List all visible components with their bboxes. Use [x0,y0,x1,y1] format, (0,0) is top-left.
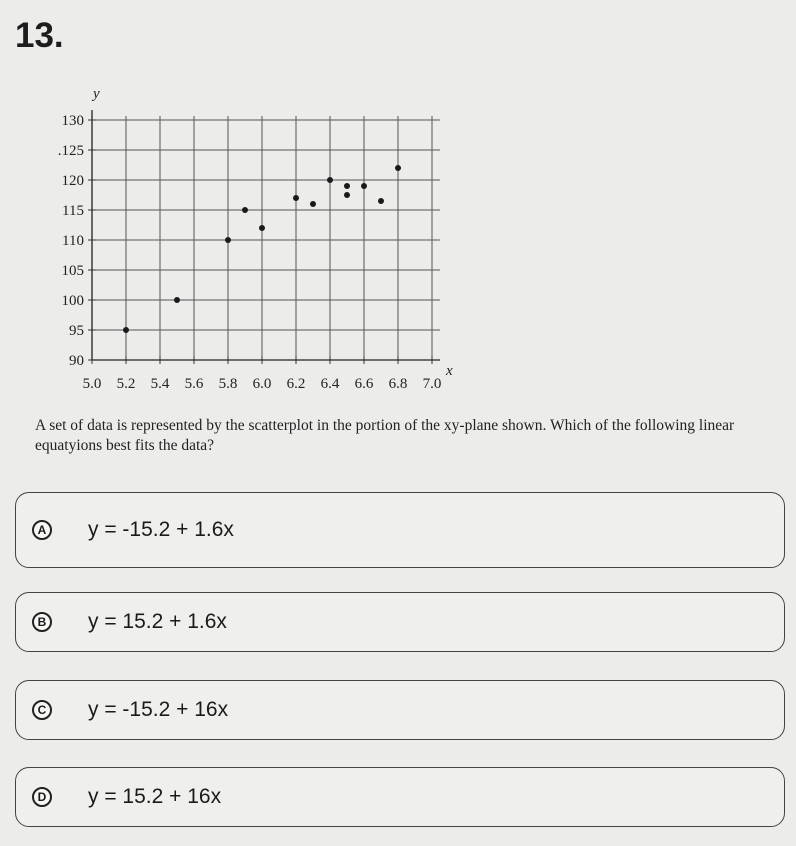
x-axis-label: x [446,363,453,379]
x-tick-label: 5.0 [82,376,102,392]
x-tick-label: 6.0 [252,376,272,392]
choice-a-equation: y = -15.2 + 1.6x [88,518,234,541]
choice-d-letter-icon: D [32,787,52,807]
data-point [225,237,231,243]
choice-c[interactable] [15,680,785,740]
axes [88,110,440,364]
y-tick-label: 120 [61,173,84,189]
x-tick-label: 6.2 [286,376,306,392]
y-axis-label: y [93,86,100,102]
data-point [174,297,180,303]
y-tick-label: .125 [57,143,84,159]
data-point [293,195,299,201]
tick-labels [58,113,442,392]
data-point [123,327,129,333]
data-point [259,225,265,231]
y-tick-label: 90 [69,353,84,369]
y-tick-label: 95 [69,323,84,339]
data-point [242,207,248,213]
data-point [395,165,401,171]
x-tick-label: 5.8 [218,376,238,392]
question-number: 13. [15,16,64,55]
scatterplot [0,0,796,410]
data-point [344,192,350,198]
grid [92,116,440,360]
choice-c-letter-icon: C [32,700,52,720]
x-tick-label: 5.6 [184,376,204,392]
y-tick-label: 105 [61,263,84,279]
data-point [378,198,384,204]
y-tick-label: 110 [62,233,84,249]
y-tick-label: 100 [61,293,84,309]
x-tick-label: 6.8 [388,376,408,392]
x-tick-label: 6.6 [354,376,374,392]
x-tick-label: 5.4 [150,376,170,392]
x-tick-label: 6.4 [320,376,340,392]
choice-b-equation: y = 15.2 + 1.6x [88,610,227,633]
x-tick-label: 7.0 [422,376,442,392]
question-text: A set of data is represented by the scatterplot in the portion of the xy-plane shown. Which of the following linear equatyions best fits the data? [35,417,735,454]
choice-b-letter-icon: B [32,612,52,632]
choice-d[interactable] [15,767,785,827]
x-tick-label: 5.2 [116,376,136,392]
choice-b[interactable] [15,592,785,652]
y-tick-label: 130 [61,113,84,129]
data-point [327,177,333,183]
choice-a[interactable] [15,492,785,568]
choice-a-letter-icon: A [32,520,52,540]
data-point [310,201,316,207]
choice-c-equation: y = -15.2 + 16x [88,698,229,721]
data-point [344,183,350,189]
y-tick-label: 115 [62,203,84,219]
data-point [361,183,367,189]
choice-d-equation: y = 15.2 + 16x [88,785,222,808]
